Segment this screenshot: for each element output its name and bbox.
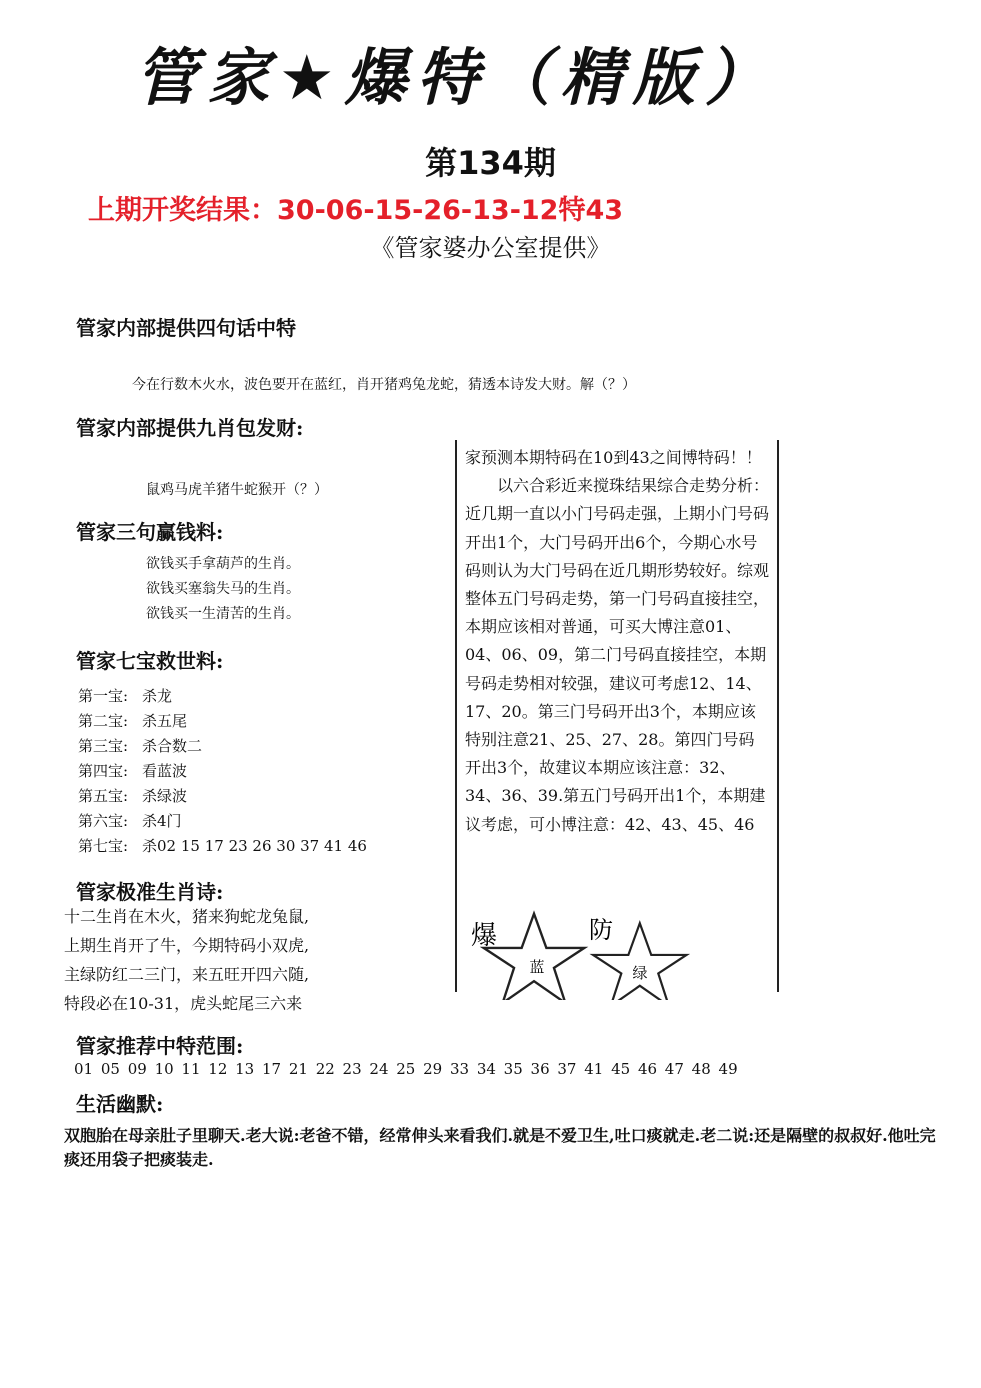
poem-lines [64, 902, 309, 1018]
treasure-label: 第二宝: [78, 712, 129, 730]
analysis-box [455, 440, 779, 992]
nine-zodiac-text: 鼠鸡马虎羊猪牛蛇猴开（？） [146, 482, 328, 498]
treasure-value: 杀五尾 [142, 712, 188, 730]
treasure-label: 第一宝: [78, 687, 129, 705]
poem-line-3: 主绿防红二三门，来五旺开四六随, [64, 965, 310, 984]
treasure-label: 第四宝: [78, 762, 129, 780]
analysis-text [465, 444, 770, 839]
star-icon [484, 914, 585, 1000]
treasure-value: 杀绿波 [142, 787, 188, 805]
seven-treasures-heading: 管家七宝救世料: [76, 649, 224, 673]
treasure-item-6 [78, 809, 367, 834]
three-lines-item-1: 欲钱买手拿葫芦的生肖。 [146, 556, 300, 572]
fang-label: 防 [589, 916, 613, 944]
humor-text: 双胞胎在母亲肚子里聊天.老大说:老爸不错，经常伸头来看我们.就是不爱卫生,吐口痰就走.老二说:还是隔壁的叔叔好.他吐完痰还用袋子把痰装走. [64, 1126, 936, 1169]
treasure-value: 杀合数二 [142, 737, 203, 755]
treasure-item-4 [78, 759, 367, 784]
three-lines-item-3: 欲钱买一生清苦的生肖。 [146, 606, 300, 622]
treasure-item-1 [78, 684, 367, 709]
treasure-item-5 [78, 784, 367, 809]
treasure-label: 第三宝: [78, 737, 129, 755]
nine-zodiac-heading: 管家内部提供九肖包发财: [76, 416, 304, 440]
treasure-item-3 [78, 734, 367, 759]
bao-label: 爆 [471, 921, 498, 951]
page-title: 管家★爆特（精版） [135, 41, 777, 114]
star2-text: 绿 [632, 964, 648, 982]
analysis-paragraph-1: 家预测本期特码在10到43之间博特码！！ [465, 448, 762, 467]
three-lines-item-2: 欲钱买塞翁失马的生肖。 [146, 581, 300, 597]
range-heading: 管家推荐中特范围: [76, 1034, 244, 1058]
poem-line-4: 特段必在10-31，虎头蛇尾三六来 [64, 994, 303, 1013]
star1-text: 蓝 [529, 958, 545, 976]
treasure-label: 第六宝: [78, 812, 129, 830]
three-lines-heading: 管家三句赢钱料: [76, 520, 224, 544]
treasure-item-2 [78, 709, 367, 734]
treasure-value: 杀龙 [142, 687, 173, 705]
seven-treasures-list [78, 684, 367, 859]
treasure-value: 杀02 15 17 23 26 30 37 41 46 [142, 837, 367, 855]
treasure-value: 杀4门 [142, 812, 182, 830]
range-numbers: 01 05 09 10 11 12 13 17 21 22 23 24 25 29 33 34 35 36 37 41 45 46 47 48 49 [74, 1060, 738, 1078]
treasure-label: 第七宝: [78, 837, 129, 855]
analysis-paragraph-2: 以六合彩近来搅珠结果综合走势分析：近几期一直以小门号码走强，上期小门号码开出1个，大门号码开出6个，今期心水号码则认为大门号码在近几期形势较好。综观整体五门号码走势，第一门号码直接挂空，本期应该相对普通，可买大博注意01、04、06、09，第二门号码直接挂空，本期号码走势相对较强，建议可考虑12、14、17、20。第三门号码开出3个，本期应该特别注意21、25、27、28。第四门号码开出3个，故建议本期应该注意：32、34、36、39.第五门号码开出1个，本期建议考虑，可小博注意：42、43、45、46 [465, 476, 770, 834]
poem-line-2: 上期生肖开了牛，今期特码小双虎, [64, 936, 310, 955]
stars-graphic [465, 910, 765, 1000]
treasure-label: 第五宝: [78, 787, 129, 805]
four-sentence-text: 今在行数木火水，波色要开在蓝红，肖开猪鸡兔龙蛇，猜透本诗发大财。解（？） [132, 377, 636, 393]
treasure-item-7 [78, 834, 367, 859]
issue-number: 第134期 [425, 144, 556, 182]
humor-heading: 生活幽默: [76, 1092, 164, 1116]
last-result: 上期开奖结果：30-06-15-26-13-12特43 [88, 195, 624, 226]
poem-line-1: 十二生肖在木火，猪来狗蛇龙兔鼠, [64, 907, 310, 926]
provider-line: 《管家婆办公室提供》 [370, 234, 611, 262]
poem-heading: 管家极准生肖诗: [76, 880, 224, 904]
three-lines-list [146, 552, 300, 627]
four-sentence-heading: 管家内部提供四句话中特 [76, 316, 296, 340]
treasure-value: 看蓝波 [142, 762, 188, 780]
